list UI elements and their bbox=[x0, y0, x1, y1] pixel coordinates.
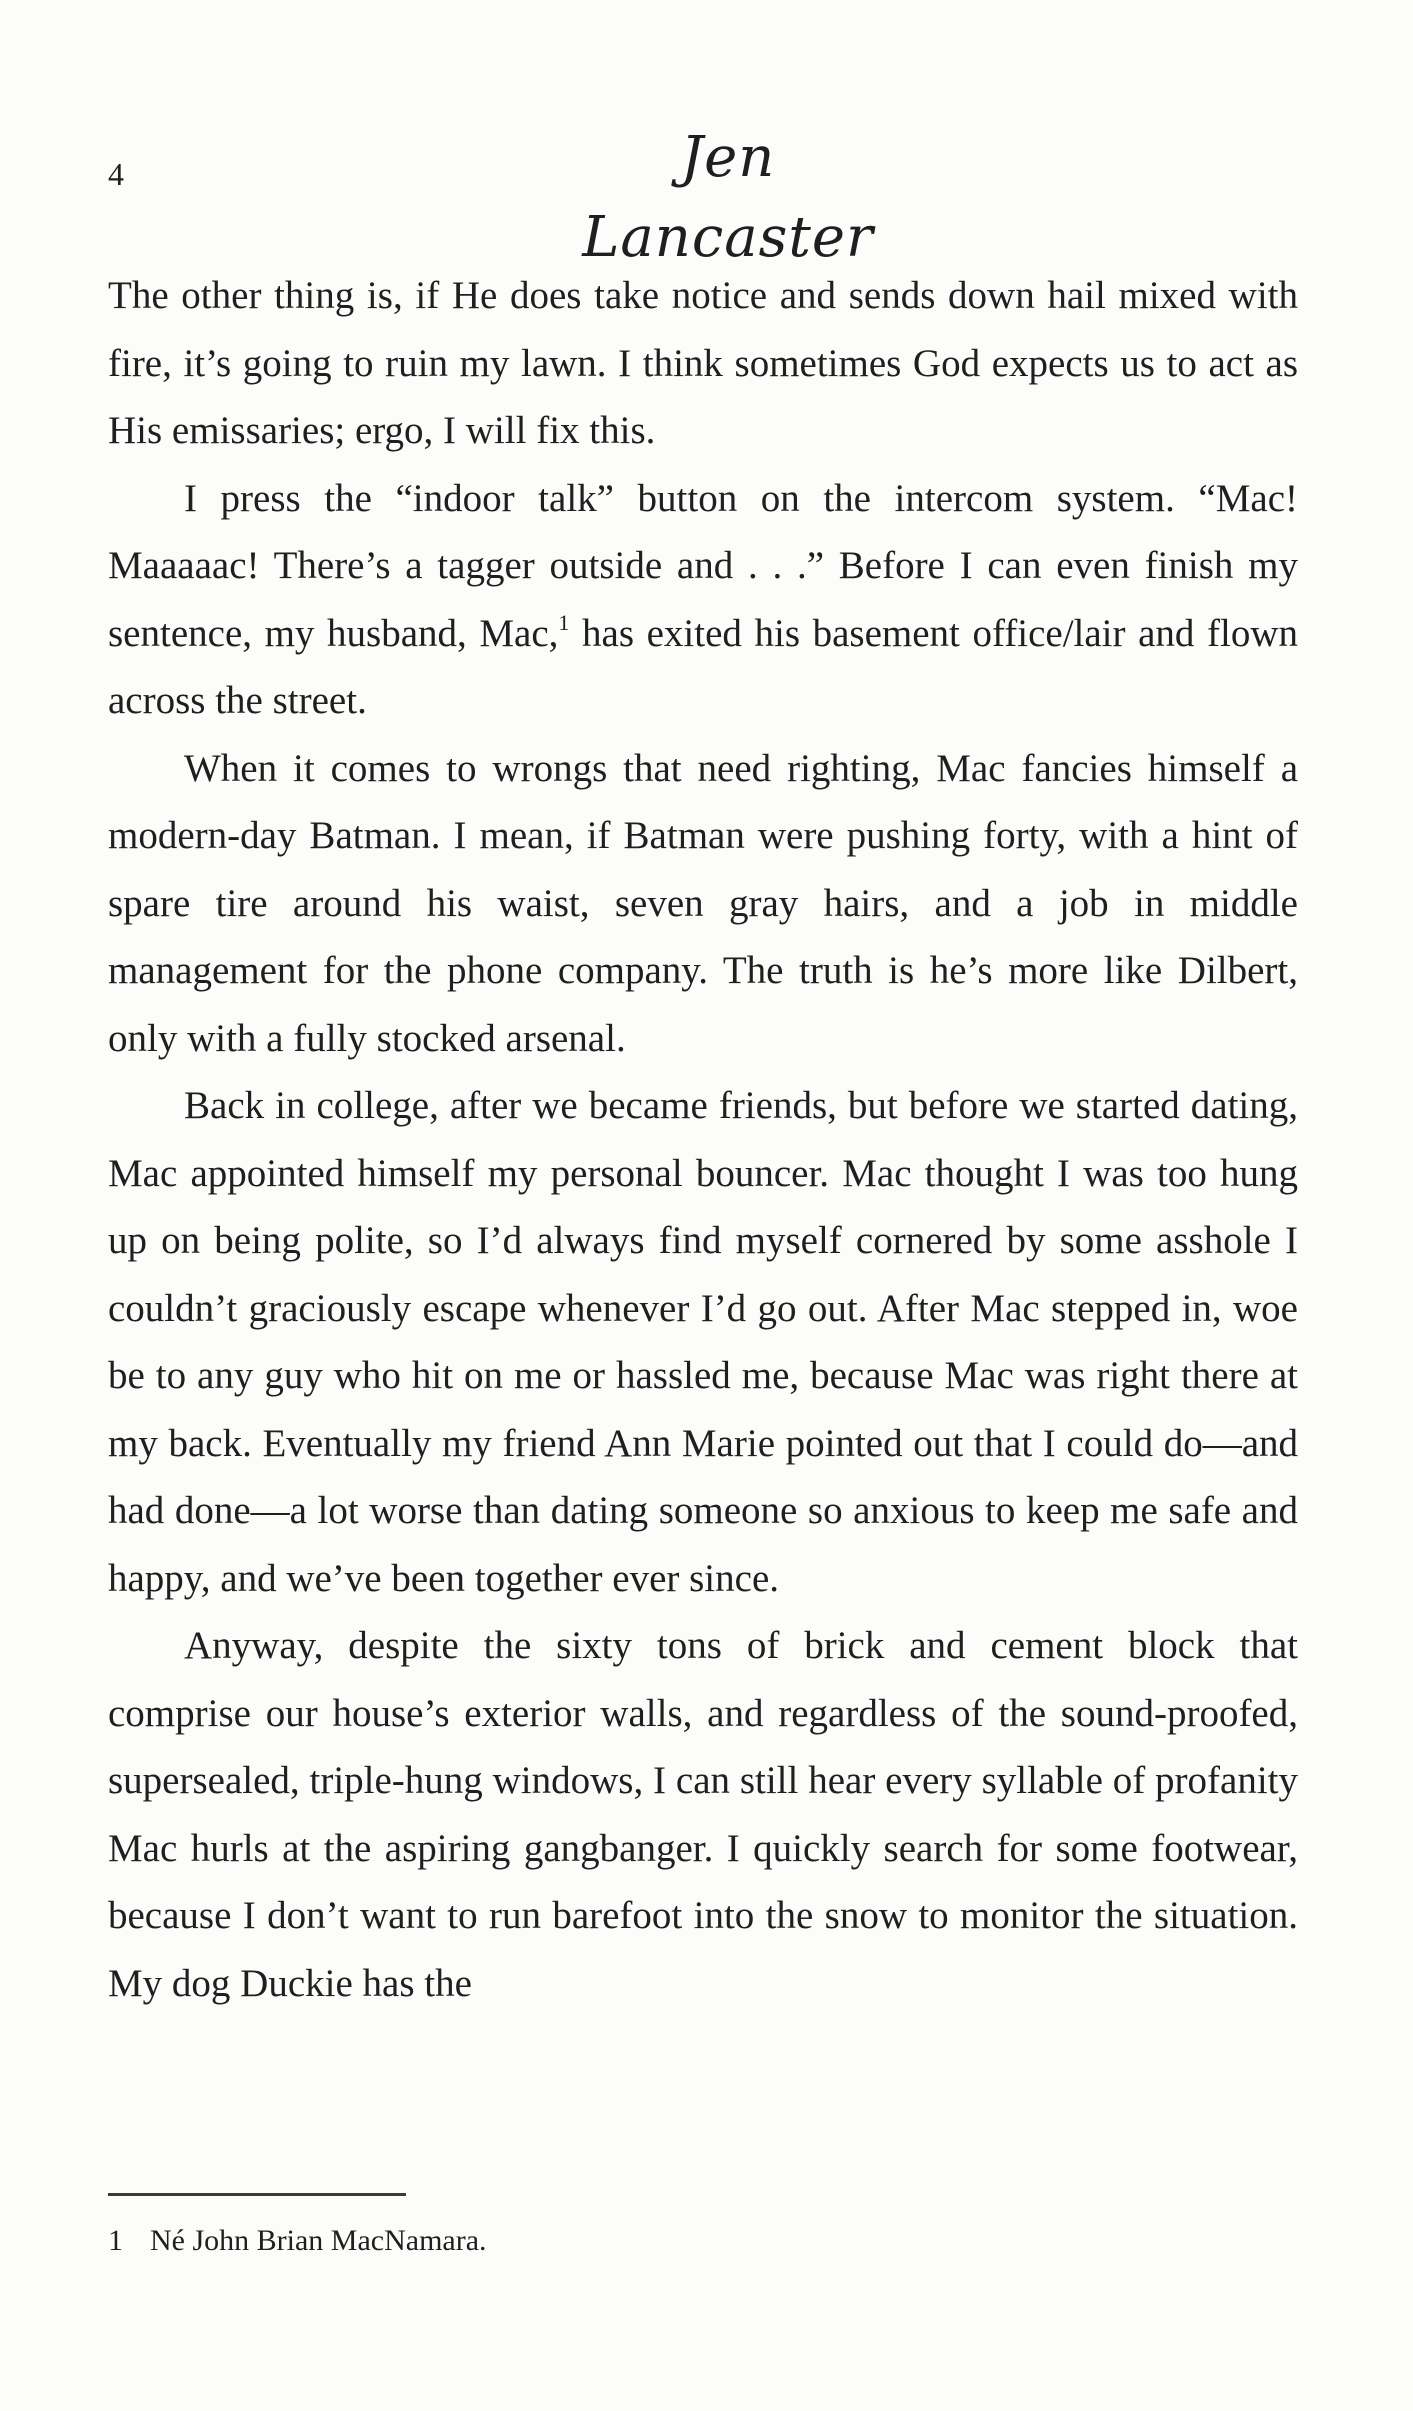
paragraph-2 bbox=[108, 465, 1298, 735]
paragraph-3: When it comes to wrongs that need righting, Mac fancies himself a modern-day Batman. I mean, if Batman were pushing forty, with a hint of spare tire around his waist, seven gray hairs, and a job in middle management for the phone company. The truth is he’s more like Dilbert, only with a fully stocked arsenal. bbox=[108, 746, 1298, 1060]
page-header bbox=[108, 118, 1298, 270]
page-number: 4 bbox=[108, 156, 124, 192]
footnote bbox=[108, 2221, 487, 2261]
paragraph-1: The other thing is, if He does take notice and sends down hail mixed with fire, it’s going to ruin my lawn. I think sometimes God expects us to act as His emissaries; ergo, I will fix this. bbox=[108, 274, 1298, 452]
paragraph-4: Back in college, after we became friends, but before we started dating, Mac appointed himself my personal bouncer. Mac thought I was too hung up on being polite, so I’d always find myself cornered by some asshole I couldn’t graciously escape whenever I’d go out. After Mac stepped in, woe be to any guy who hit on me or hassled me, because Mac was right there at my back. Eventually my friend Ann Marie pointed out that I could do—and had done—a lot worse than dating someone so anxious to keep me safe and happy, and we’ve been together ever since. bbox=[108, 1084, 1298, 1600]
paragraph-2-text-before-footnote: I press the “indoor talk” button on the intercom system. “Mac! Maaaaac! There’s a tagger outside and . . .” Before I can even finish my sentence, my husband, Mac, bbox=[108, 476, 1298, 655]
paragraph-2-text-after-footnote: has exited his basement office/lair and flown across the street. bbox=[108, 611, 1298, 722]
footnote-marker: 1 bbox=[558, 609, 570, 635]
footnote-number: 1 bbox=[108, 2224, 123, 2257]
body-text bbox=[108, 262, 1298, 2017]
paragraph-5: Anyway, despite the sixty tons of brick and cement block that comprise our house’s exterior walls, and regardless of the sound-proofed, supersealed, triple-hung windows, I can still hear every syllable of profanity Mac hurls at the aspiring gangbanger. I quickly search for some footwear, because I don’t want to run barefoot into the snow to monitor the situation. My dog Duckie has the bbox=[108, 1624, 1298, 2005]
running-head: Jen Lancaster bbox=[582, 125, 874, 270]
footnote-rule bbox=[108, 2193, 406, 2196]
footnote-text: Né John Brian MacNamara. bbox=[150, 2224, 487, 2257]
